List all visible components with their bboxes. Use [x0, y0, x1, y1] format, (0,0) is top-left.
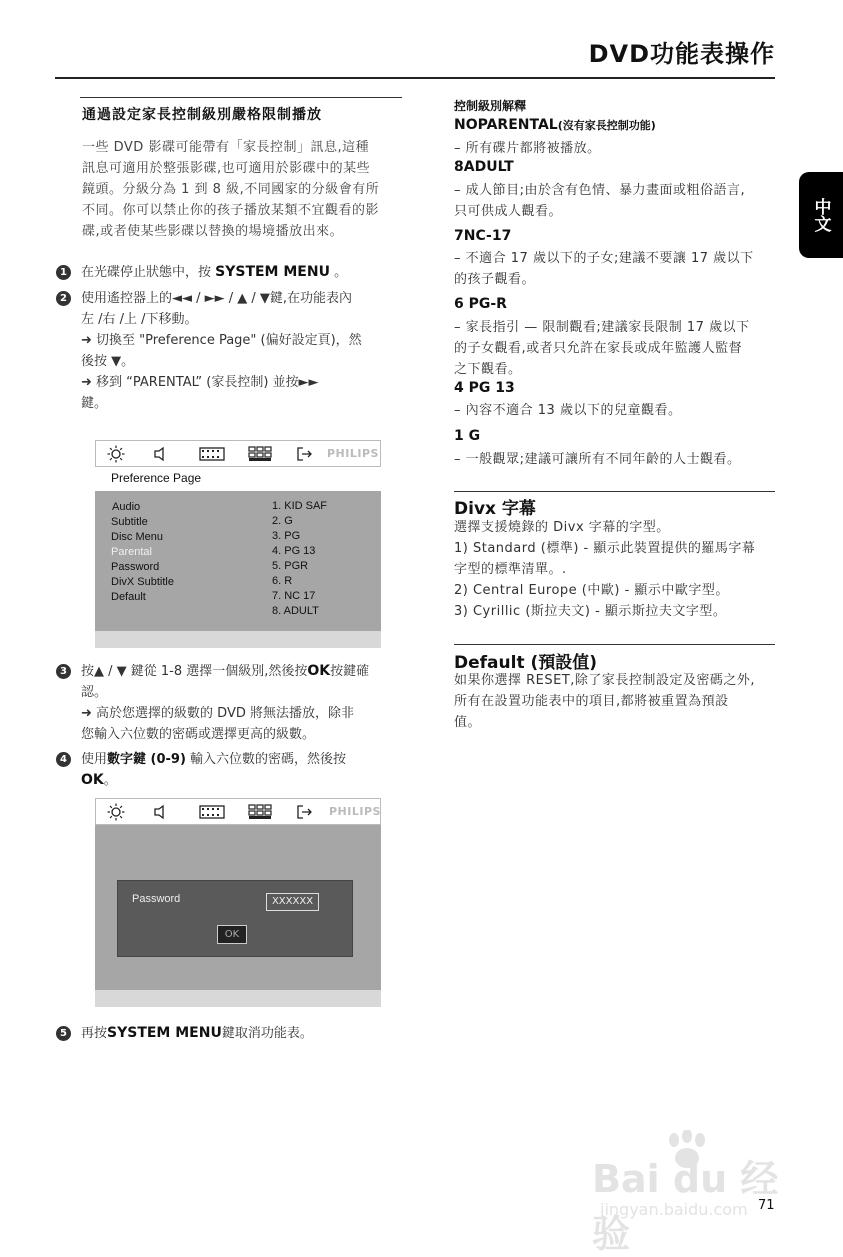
- step-line: 使用遙控器上的◄◄ / ►► / ▲ / ▼鍵,在功能表內: [81, 291, 353, 306]
- level-option[interactable]: 4. PG 13: [272, 545, 316, 557]
- watermark-text: Bai du 经验: [592, 1157, 779, 1256]
- menu-item-default[interactable]: Default: [111, 591, 146, 603]
- step-line: [81, 661, 401, 682]
- default-line: 所有在設置功能表中的項目,都將被重置為預設: [454, 694, 729, 709]
- step-text-post: 鍵取消功能表。: [221, 1026, 313, 1041]
- level-pg13-text: – 內容不適合 13 歲以下的兒童觀看。: [454, 403, 682, 418]
- section-rule: [454, 644, 775, 645]
- preference-icon[interactable]: [248, 445, 272, 463]
- intro-line: 訊息可適用於整張影碟,也可適用於影碟中的某些: [82, 161, 371, 176]
- header-rule: [55, 77, 775, 79]
- divx-line: 3) Cyrillic (斯拉夫文) - 顯示斯拉夫文字型。: [454, 604, 727, 619]
- step-text-post: 。: [329, 265, 348, 280]
- step-text-pre: 在光碟停止狀態中，按: [81, 265, 216, 280]
- level-text-line: 之下觀看。: [454, 362, 522, 377]
- level-nc17-text: [454, 248, 774, 290]
- exit-icon[interactable]: [295, 803, 315, 821]
- menu-item-parental[interactable]: Parental: [111, 546, 152, 558]
- level-text-line: – 家長指引 — 限制觀看;建議家長限制 17 歲以下: [454, 320, 750, 335]
- level-g-text: – 一般觀眾;建議可讓所有不同年齡的人士觀看。: [454, 452, 741, 467]
- default-heading: Default (預設值): [454, 653, 598, 673]
- video-icon[interactable]: [199, 803, 225, 821]
- step-number: 2: [56, 291, 71, 306]
- step-text-post: 按鍵確: [330, 664, 370, 679]
- level-text-line: – 成人節目;由於含有色情、暴力畫面或粗俗語言,: [454, 183, 746, 198]
- step-text: [81, 262, 421, 283]
- level-text-line: 的子女觀看,或者只允許在家長或成年監護人監督: [454, 341, 743, 356]
- level-text-line: – 不適合 17 歲以下的子女;建議不要讓 17 歲以下: [454, 251, 754, 266]
- menu-item-audio[interactable]: Audio: [112, 501, 141, 513]
- key-name: SYSTEM MENU: [215, 264, 330, 280]
- page-number: 71: [758, 1198, 775, 1213]
- section-rule: [80, 97, 402, 98]
- level-pgr-title: 6 PG-R: [454, 296, 507, 312]
- step-line: 鍵。: [81, 396, 108, 411]
- level-option[interactable]: 5. PGR: [272, 560, 309, 572]
- key-name: OK: [307, 663, 331, 679]
- level-option[interactable]: 7. NC 17: [272, 590, 316, 602]
- screen-footer: [95, 990, 381, 1007]
- step-line: 後按 ▼。: [81, 354, 135, 369]
- level-adult-title: 8ADULT: [454, 159, 514, 175]
- divx-line: 選擇支援燒錄的 Divx 字幕的字型。: [454, 520, 670, 535]
- menu-icon-bar: [95, 798, 381, 825]
- step-text: [81, 749, 401, 791]
- level-noparental-text: – 所有碟片都將被播放。: [454, 141, 601, 156]
- step-line: ➜ 切換至 "Preference Page" (偏好設定頁)，然: [81, 333, 362, 348]
- step-number: 4: [56, 752, 71, 767]
- step-text-pre: 使用: [81, 752, 108, 767]
- divx-line: 字型的標準清單。.: [454, 562, 567, 577]
- level-title-text: NOPARENTAL: [454, 117, 558, 133]
- preference-icon[interactable]: [248, 803, 272, 821]
- default-text: [454, 670, 774, 733]
- sun-icon[interactable]: [106, 445, 126, 463]
- step-line: 左 /右 /上 /下移動。: [81, 312, 198, 327]
- step-line: [81, 770, 401, 791]
- level-adult-text: [454, 180, 774, 222]
- level-pg13-title: 4 PG 13: [454, 380, 515, 396]
- level-option[interactable]: 2. G: [272, 515, 293, 527]
- step-text: [81, 288, 401, 414]
- page-title: DVD功能表操作: [588, 40, 775, 68]
- divx-line: 1) Standard (標準) - 顯示此裝置提供的羅馬字幕: [454, 541, 756, 556]
- intro-line: 不同。你可以禁止你的孩子播放某類不宜觀看的影: [82, 203, 380, 218]
- level-text-line: 的孩子觀看。: [454, 272, 536, 287]
- key-name: 數字鍵 (0-9): [107, 752, 186, 767]
- intro-line: 鏡頭。分級分為 1 到 8 級,不同國家的分級會有所: [82, 182, 380, 197]
- menu-item-divx-subtitle[interactable]: DivX Subtitle: [111, 576, 174, 588]
- key-name: SYSTEM MENU: [107, 1025, 222, 1041]
- level-option[interactable]: 8. ADULT: [272, 605, 319, 617]
- step-text-post: 。: [103, 773, 117, 788]
- speaker-icon[interactable]: [150, 803, 170, 821]
- brand-logo: PHILIPS: [329, 805, 381, 818]
- menu-item-password[interactable]: Password: [111, 561, 160, 573]
- step-text: [81, 661, 401, 745]
- level-text-line: 只可供成人觀看。: [454, 204, 563, 219]
- intro-paragraph: [82, 137, 404, 242]
- menu-icon-bar: [95, 440, 381, 467]
- step-text: [81, 1023, 421, 1044]
- divx-heading: Divx 字幕: [454, 499, 536, 519]
- password-field[interactable]: XXXXXX: [266, 893, 319, 911]
- levels-heading: 控制級別解釋: [454, 99, 527, 113]
- section-heading: 通過設定家長控制級別嚴格限制播放: [82, 107, 322, 123]
- level-option[interactable]: 6. R: [272, 575, 293, 587]
- level-title-note: (沒有家長控制功能): [557, 119, 656, 132]
- sun-icon[interactable]: [106, 803, 126, 821]
- menu-item-subtitle[interactable]: Subtitle: [111, 516, 148, 528]
- step-text-pre: 再按: [81, 1026, 108, 1041]
- step-line: [81, 749, 401, 770]
- level-option[interactable]: 3. PG: [272, 530, 301, 542]
- step-text-post: 輸入六位數的密碼，然後按: [185, 752, 347, 767]
- divx-text: [454, 517, 774, 622]
- step-number: 1: [56, 265, 71, 280]
- section-rule: [454, 491, 775, 492]
- baidu-watermark: [592, 1130, 802, 1256]
- default-line: 如果你選擇 RESET,除了家長控制設定及密碼之外,: [454, 673, 756, 688]
- key-name: OK: [81, 772, 104, 788]
- level-pgr-text: [454, 317, 774, 380]
- step-line: ➜ 高於您選擇的級數的 DVD 將無法播放，除非: [81, 706, 354, 721]
- ok-button[interactable]: OK: [217, 925, 247, 944]
- divx-line: 2) Central Europe (中歐) - 顯示中歐字型。: [454, 583, 729, 598]
- preference-page-title: Preference Page: [95, 467, 381, 491]
- step-number: 3: [56, 664, 71, 679]
- menu-item-disc-menu[interactable]: Disc Menu: [111, 531, 163, 543]
- step-text-pre: 按▲ / ▼ 鍵從 1-8 選擇一個級別,然後按: [81, 664, 308, 679]
- screen-footer: [95, 631, 381, 648]
- language-tab: 中文: [799, 172, 843, 258]
- level-option[interactable]: 1. KID SAF: [272, 500, 328, 512]
- speaker-icon[interactable]: [150, 445, 170, 463]
- step-line: ➜ 移到 “PARENTAL” (家長控制) 並按►►: [81, 375, 319, 390]
- level-noparental-title: [454, 117, 656, 133]
- default-line: 值。: [454, 715, 482, 730]
- password-label: Password: [132, 893, 181, 905]
- intro-line: 一些 DVD 影碟可能帶有「家長控制」訊息,這種: [82, 140, 370, 155]
- step-number: 5: [56, 1026, 71, 1041]
- level-g-title: 1 G: [454, 428, 481, 444]
- preference-page-screen: [95, 440, 381, 648]
- brand-logo: PHILIPS: [327, 447, 379, 460]
- level-nc17-title: 7NC-17: [454, 228, 512, 244]
- password-screen: [95, 798, 381, 1007]
- step-line: 您輸入六位數的密碼或選擇更高的級數。: [81, 727, 316, 742]
- exit-icon[interactable]: [295, 445, 315, 463]
- watermark-url: jingyan.baidu.com: [600, 1200, 748, 1219]
- step-line: 認。: [81, 685, 108, 700]
- password-dialog: [117, 880, 353, 957]
- video-icon[interactable]: [199, 445, 225, 463]
- intro-line: 碟,或者使某些影碟以替換的場境播放出來。: [82, 224, 344, 239]
